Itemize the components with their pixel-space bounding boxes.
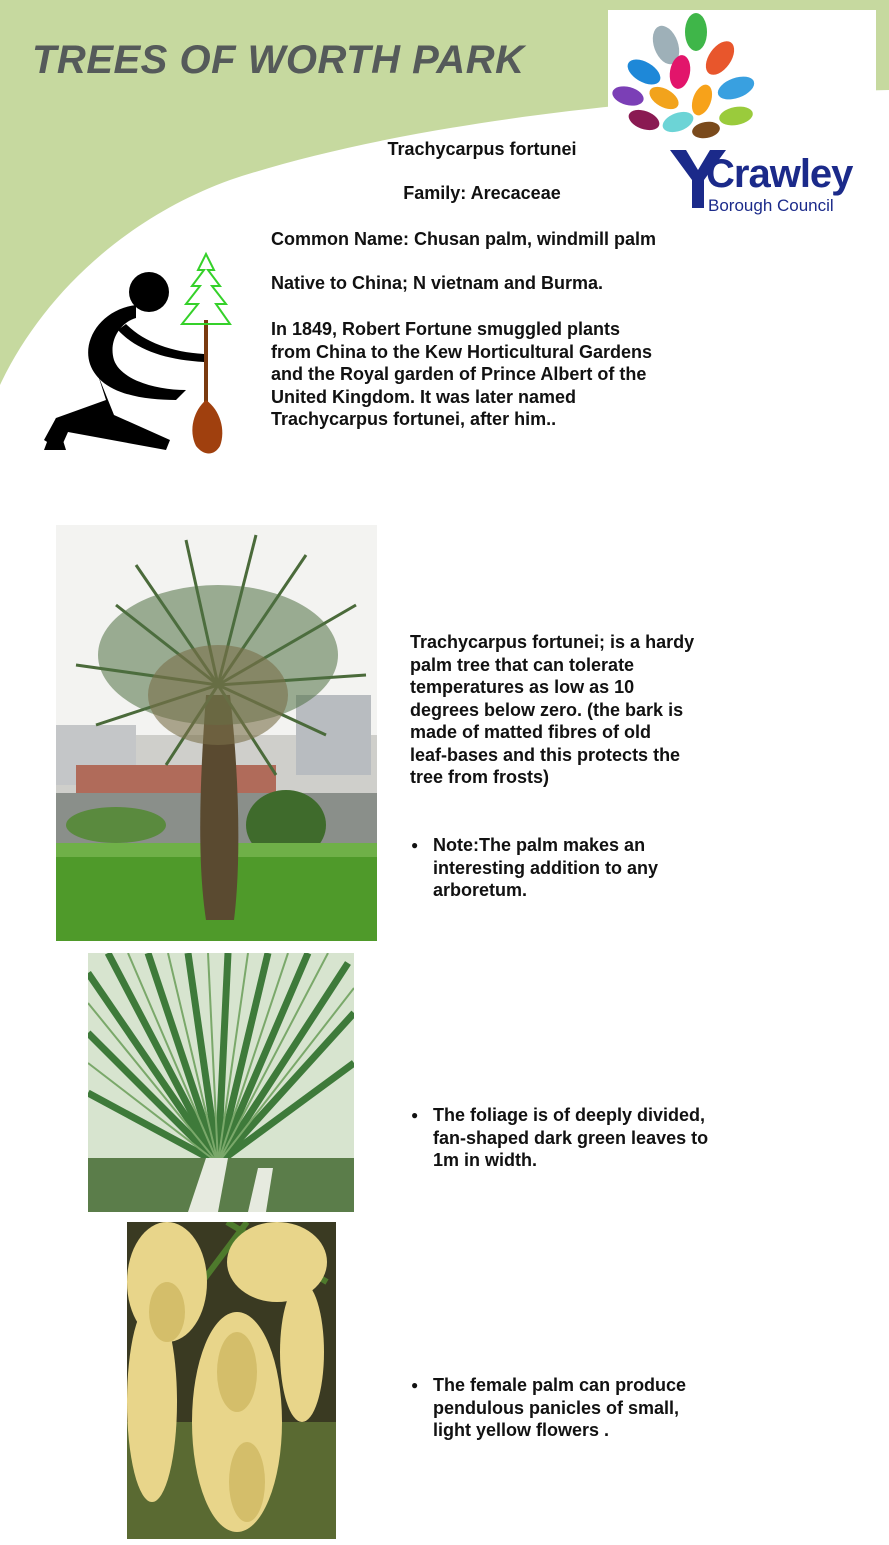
flowers-line: pendulous panicles of small,	[433, 1397, 680, 1418]
flowers-line: light yellow flowers .	[433, 1420, 610, 1440]
family-name: Family: Arecaceae	[403, 183, 561, 203]
logo-subtitle: Borough Council	[708, 196, 834, 215]
note-bullet	[411, 834, 658, 902]
history-line: United Kingdom. It was later named	[271, 386, 577, 407]
note-line: interesting addition to any	[433, 857, 659, 878]
foliage-line: ● The foliage is of deeply divided,	[433, 1105, 706, 1125]
history-line: In 1849, Robert Fortune smuggled plants	[271, 319, 621, 339]
native-range: Native to China; N vietnam and Burma.	[271, 273, 604, 293]
palm-description	[410, 631, 694, 789]
history-line: from China to the Kew Horticultural Gardens	[271, 341, 653, 362]
description-line: temperatures as low as 10	[410, 677, 635, 697]
description-line: palm tree that can tolerate	[410, 654, 635, 675]
flowers-line: ● The female palm can produce	[433, 1375, 687, 1395]
description-line: leaf-bases and this protects the	[410, 744, 681, 765]
foliage-line: 1m in width.	[433, 1150, 538, 1170]
logo-name: Crawley	[706, 152, 853, 196]
fan-leaf-photo	[88, 953, 354, 1212]
palm-tree-photo	[56, 525, 377, 941]
history-line: Trachycarpus fortunei, after him..	[271, 409, 557, 429]
common-name: Common Name: Chusan palm, windmill palm	[271, 229, 657, 249]
description-line: Trachycarpus fortunei; is a hardy	[410, 632, 695, 652]
description-line: tree from frosts)	[410, 767, 550, 787]
crawley-logo	[608, 10, 876, 222]
flowers-bullet	[411, 1374, 686, 1442]
note-line: arboretum.	[433, 880, 528, 900]
note-line: ● Note:The palm makes an	[433, 835, 646, 855]
flowers-photo	[127, 1222, 336, 1539]
history-line: and the Royal garden of Prince Albert of the	[271, 364, 647, 384]
description-line: made of matted fibres of old	[410, 722, 652, 742]
tree-planting-figure-icon	[36, 250, 236, 460]
page-title: TREES OF WORTH PARK	[32, 38, 525, 82]
history-paragraph	[271, 318, 652, 431]
foliage-bullet	[411, 1104, 708, 1172]
description-line: degrees below zero. (the bark is	[410, 699, 684, 720]
species-name: Trachycarpus fortunei	[387, 139, 577, 159]
foliage-line: fan-shaped dark green leaves to	[433, 1127, 709, 1148]
